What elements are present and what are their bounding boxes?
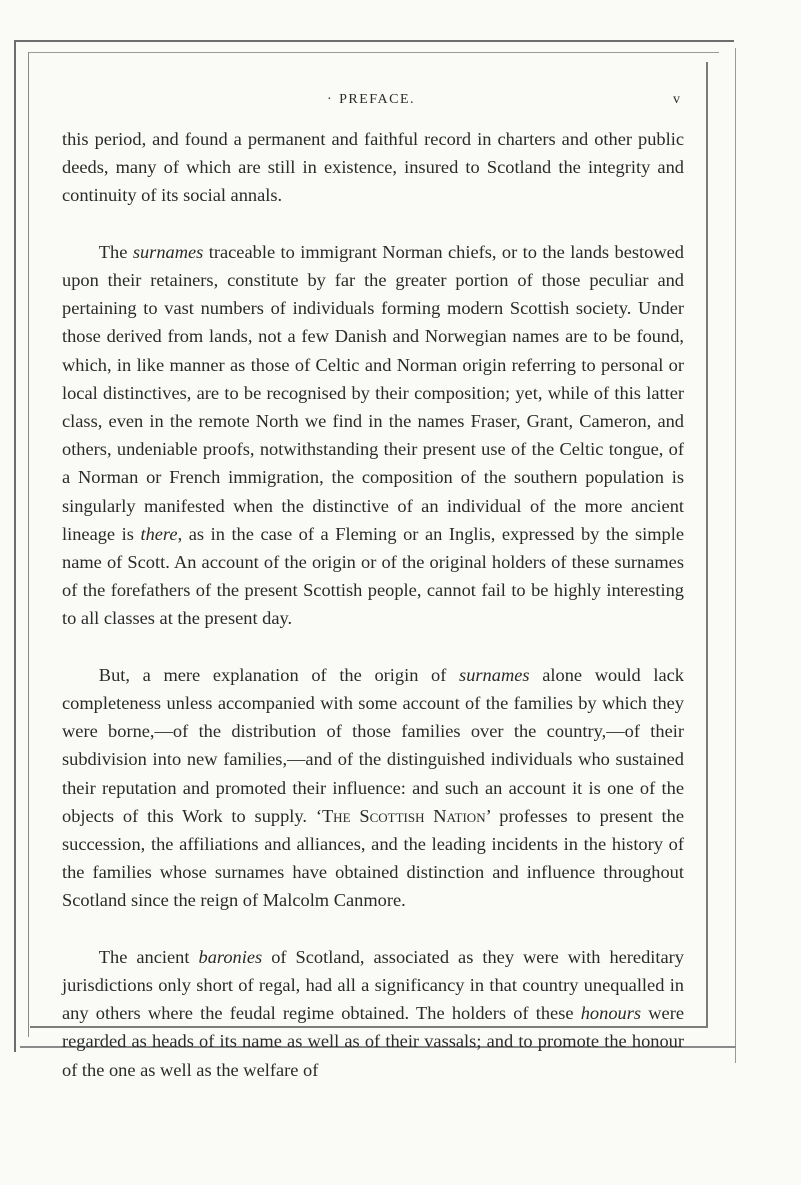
paragraph-4 xyxy=(62,943,684,1084)
paragraph-4-emphasis: baronies xyxy=(198,946,263,967)
page-number: v xyxy=(673,92,680,107)
paragraph-4-text: of Scotland, associated as they were with hereditary jurisdictions only short of regal, had all a significancy in that country unequalled in any others where the feudal regime obtained. The holders of these xyxy=(62,946,684,1024)
paragraph-3-emphasis: surnames xyxy=(459,664,530,685)
paragraph-3-text: alone would lack completeness unless accompanied with some account of the families by which they were borne,—of the distribution of those families over the country,—of their subdivision into new families,—and of the distinguished individuals who sustained their reputation and promoted their influence: and such an account it is one of the objects of this Work to supply. ‘ xyxy=(62,664,684,826)
paragraph-2-text: The xyxy=(98,241,133,262)
body-text xyxy=(62,125,684,1084)
paragraph-2-text: traceable to immigrant Norman chiefs, or to the lands bestowed upon their retainers, constitute by far the greater portion of those peculiar and pertaining to vast numbers of individuals forming modern Scottish society. Under those derived from lands, not a few Danish and Norwegian names are to be found, which, in like manner as those of Celtic and Norman origin referring to personal or local distinctives, are to be recognised by their composition; yet, while of this latter class, even in the remote North we find in the names Fraser, Grant, Cameron, and others, undeniable proofs, notwithstanding their present use of the Celtic tongue, of a Norman or French immigration, the composition of the southern population is singularly manifested when the distinctive of an individual of the more ancient lineage is xyxy=(62,241,684,544)
paragraph-2 xyxy=(62,238,684,633)
paragraph-2-text: , as in the case of a Fleming or an Inglis, expressed by the simple name of Scott. An account of the origin or of the original holders of these surnames of the forefathers of the present Scottish people, cannot fail to be highly interesting to all classes at the present day. xyxy=(62,523,684,629)
paragraph-4-text: The ancient xyxy=(98,946,199,967)
page-border-right-outer xyxy=(735,48,736,1063)
paragraph-3-text: ’ professes to present the succession, the affiliations and alliances, and the leading incidents in the history of the families whose surnames have obtained distinction and influence throughout Scotland since the reign of Malcolm Canmore. xyxy=(62,805,685,911)
paragraph-4-text: were regarded as heads of its name as well as of their vassals; and to promote the honour of the one as well as the welfare of xyxy=(62,1003,684,1080)
book-title-small-caps: The Scottish Nation xyxy=(321,805,486,826)
paragraph-3-text: But, a mere explanation of the origin of xyxy=(98,664,460,685)
paragraph-3 xyxy=(62,661,684,915)
paragraph-2-emphasis: surnames xyxy=(132,241,204,262)
paragraph-1: this period, and found a permanent and faithful record in charters and other public deeds, many of which are still in existence, insured to Scotland the integrity and continuity of its social annals. xyxy=(62,129,684,206)
page-border-right xyxy=(706,62,708,1027)
running-header xyxy=(60,92,682,112)
paragraph-4-emphasis: honours xyxy=(580,1003,642,1024)
paragraph-2-emphasis: there xyxy=(140,523,178,544)
running-title: · PREFACE. xyxy=(60,92,682,108)
